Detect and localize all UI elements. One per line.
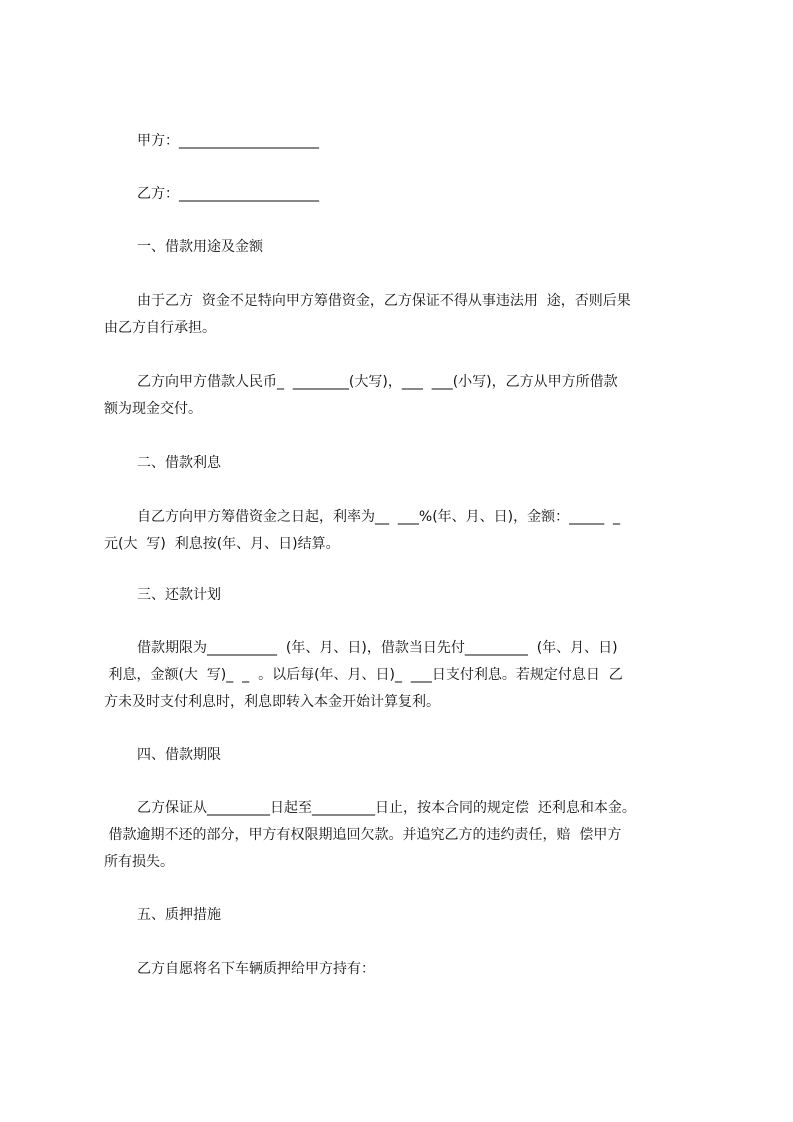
section-4-para-1-line-2: 借款逾期不还的部分，甲方有权限期追回欠款。并追究乙方的违约责任，赔 偿甲方 <box>104 827 622 843</box>
section-5-heading: 五、质押措施 <box>137 907 221 923</box>
section-1-para-2-line-1: 乙方向甲方借款人民币_ ________(大写)，___ ___(小写)，乙方从甲方所借款 <box>137 374 618 390</box>
party-b-line: 乙方：____________________ <box>137 186 319 202</box>
section-1-para-2-line-2: 额为现金交付。 <box>104 401 202 417</box>
section-1-heading: 一、借款用途及金额 <box>137 239 263 255</box>
section-2-para-1-line-1: 自乙方向甲方筹借资金之日起，利率为__ ___%(年、月、日)，金额：_____ _ <box>137 509 621 525</box>
section-4-para-1-line-1: 乙方保证从_________日起至_________日止，按本合同的规定偿 还利息和本金。 <box>137 800 636 816</box>
section-2-para-1-line-2: 元(大 写) 利息按(年、月、日)结算。 <box>104 536 340 552</box>
party-a-line: 甲方：____________________ <box>137 133 319 149</box>
section-1-para-1-line-2: 由乙方自行承担。 <box>104 320 216 336</box>
section-1-para-1-line-1: 由于乙方 资金不足特向甲方筹借资金，乙方保证不得从事违法用 途，否则后果 <box>137 293 631 309</box>
section-4-heading: 四、借款期限 <box>137 747 221 763</box>
section-3-heading: 三、还款计划 <box>137 587 221 603</box>
section-3-para-1-line-3: 方未及时支付利息时，利息即转入本金开始计算复利。 <box>104 694 440 710</box>
section-2-heading: 二、借款利息 <box>137 455 221 471</box>
section-4-para-1-line-3: 所有损失。 <box>104 854 174 870</box>
section-3-para-1-line-1: 借款期限为__________ (年、月、日)，借款当日先付_________ (年、月、日) <box>137 640 618 656</box>
section-3-para-1-line-2: 利息，金额(大 写)_ _ 。以后每(年、月、日)_ ___日支付利息。若规定付息日 乙 <box>104 667 623 683</box>
section-5-para-1: 乙方自愿将名下车辆质押给甲方持有： <box>137 961 375 977</box>
